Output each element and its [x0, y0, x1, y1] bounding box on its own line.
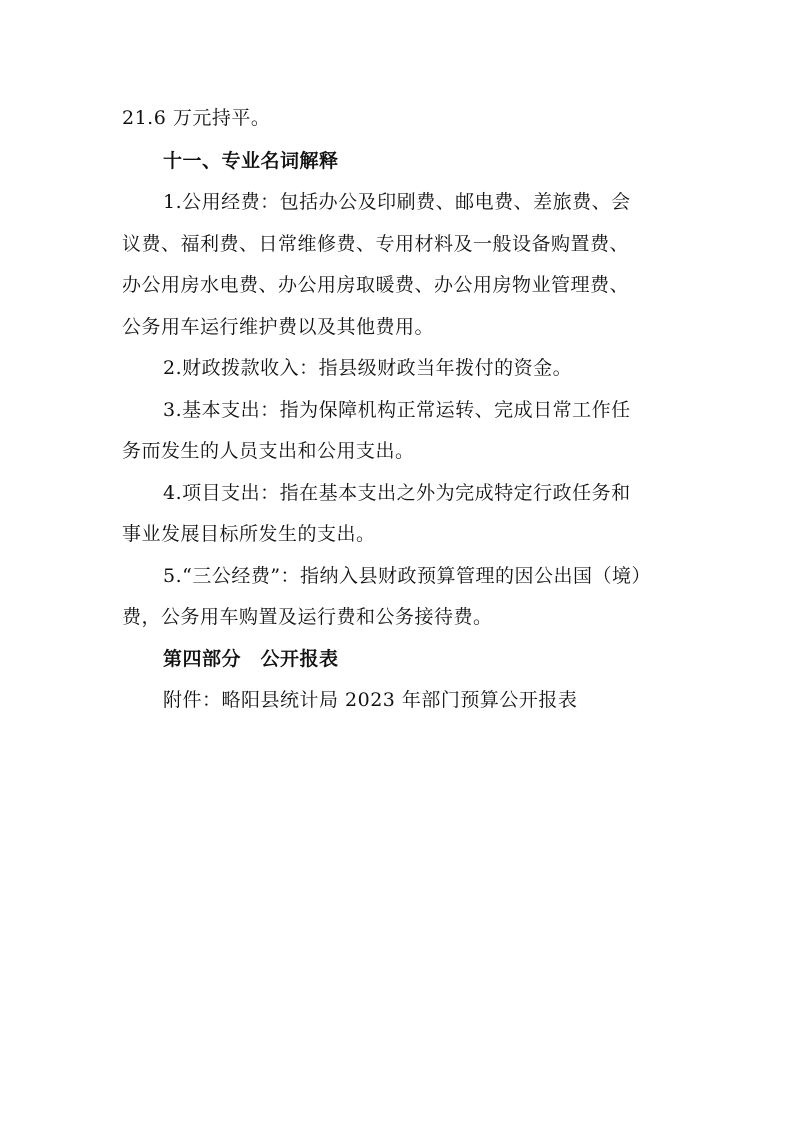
- term-5-line-1: 5.“三公经费”：指纳入县财政预算管理的因公出国（境）: [163, 565, 652, 587]
- part-four-heading: 第四部分 公开报表: [163, 648, 339, 670]
- term-1-line-3: 办公用房水电费、办公用房取暖费、办公用房物业管理费、: [122, 274, 630, 296]
- term-1-line-2: 议费、福利费、日常维修费、专用材料及一般设备购置费、: [122, 233, 630, 255]
- text-line-continuation: 21.6 万元持平。: [122, 107, 271, 129]
- term-2-line-1: 2.财政拨款收入：指县级财政当年拨付的资金。: [163, 357, 573, 379]
- term-1-line-1: 1.公用经费：包括办公及印刷费、邮电费、差旅费、会: [163, 191, 631, 213]
- section-heading-terms: 十一、专业名词解释: [163, 150, 339, 172]
- attachment-line: 附件：略阳县统计局 2023 年部门预算公开报表: [163, 689, 578, 711]
- term-3-line-2: 务而发生的人员支出和公用支出。: [122, 440, 415, 462]
- term-1-line-4: 公务用车运行维护费以及其他费用。: [122, 316, 435, 338]
- term-4-line-1: 4.项目支出：指在基本支出之外为完成特定行政任务和: [163, 482, 631, 504]
- term-3-line-1: 3.基本支出：指为保障机构正常运转、完成日常工作任: [163, 399, 631, 421]
- term-5-line-2: 费，公务用车购置及运行费和公务接待费。: [122, 606, 493, 628]
- term-4-line-2: 事业发展目标所发生的支出。: [122, 523, 376, 545]
